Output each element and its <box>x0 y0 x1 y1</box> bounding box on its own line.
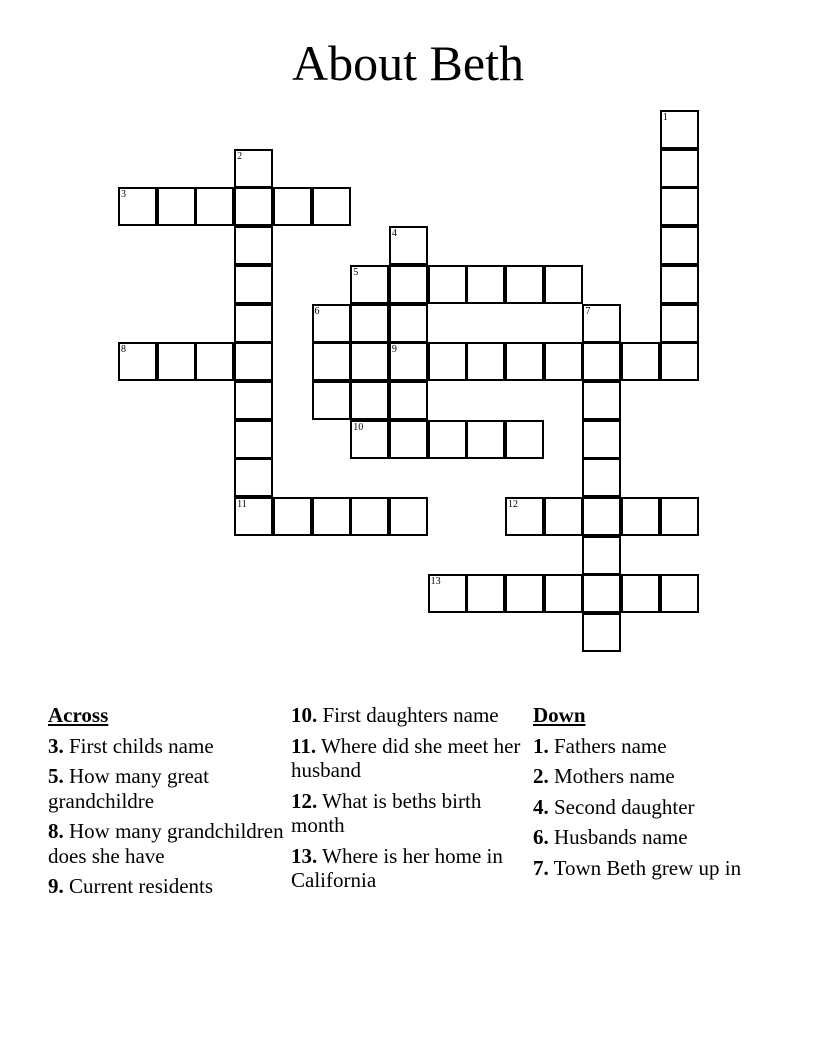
cell-number: 6 <box>314 305 320 317</box>
crossword-cell[interactable] <box>234 187 273 226</box>
across-clue <box>48 764 284 813</box>
clue-text: Where did she meet her husband <box>291 733 521 782</box>
crossword-cell[interactable] <box>312 187 351 226</box>
crossword-cell[interactable] <box>505 265 544 304</box>
clue-text: Mothers name <box>554 764 675 788</box>
clue-number: 2. <box>533 764 549 788</box>
across-clue <box>48 819 284 868</box>
crossword-cell[interactable] <box>582 381 621 420</box>
crossword-cell[interactable] <box>389 265 428 304</box>
crossword-cell[interactable] <box>466 265 505 304</box>
crossword-cell[interactable] <box>195 342 234 381</box>
crossword-cell[interactable] <box>660 574 699 613</box>
clue-number: 6. <box>533 825 549 849</box>
crossword-cell[interactable] <box>660 226 699 265</box>
crossword-cell[interactable] <box>466 342 505 381</box>
crossword-cell[interactable] <box>312 381 351 420</box>
crossword-cell[interactable] <box>621 574 660 613</box>
crossword-cell[interactable] <box>505 420 544 459</box>
cell-number: 4 <box>391 228 397 240</box>
down-heading: Down <box>533 703 586 727</box>
crossword-cell[interactable] <box>660 497 699 536</box>
crossword-cell[interactable] <box>582 342 621 381</box>
clue-number: 5. <box>48 764 64 788</box>
down-clue <box>533 856 769 881</box>
clue-text: How many grandchildren does she have <box>48 819 284 868</box>
crossword-cell[interactable] <box>544 497 583 536</box>
crossword-cell[interactable] <box>350 304 389 343</box>
crossword-cell[interactable] <box>118 342 157 381</box>
crossword-cell[interactable] <box>157 187 196 226</box>
crossword-cell[interactable] <box>234 304 273 343</box>
crossword-cell[interactable] <box>234 342 273 381</box>
crossword-cell[interactable] <box>350 381 389 420</box>
across-heading: Across <box>48 703 109 727</box>
crossword-cell[interactable] <box>312 497 351 536</box>
down-clue <box>533 764 769 789</box>
crossword-cell[interactable] <box>582 458 621 497</box>
clues-column-3 <box>533 703 769 886</box>
across-clue <box>291 703 527 728</box>
cell-number: 10 <box>353 421 364 433</box>
crossword-cell[interactable] <box>273 187 312 226</box>
clue-text: Where is her home in California <box>291 843 503 892</box>
clue-number: 7. <box>533 855 549 880</box>
crossword-cell[interactable] <box>389 304 428 343</box>
across-clue <box>48 734 284 759</box>
clues-column-1 <box>48 703 284 905</box>
clue-number: 11. <box>291 733 317 758</box>
crossword-cell[interactable] <box>350 265 389 304</box>
clue-text: First daughters name <box>322 703 499 727</box>
crossword-cell[interactable] <box>660 149 699 188</box>
crossword-cell[interactable] <box>389 420 428 459</box>
crossword-cell[interactable] <box>582 497 621 536</box>
clue-number: 3. <box>48 733 64 758</box>
down-clue <box>533 734 769 759</box>
cell-number: 8 <box>121 344 126 356</box>
across-clue <box>48 874 284 899</box>
crossword-cell[interactable] <box>312 342 351 381</box>
crossword-cell[interactable] <box>428 420 467 459</box>
crossword-cell[interactable] <box>660 342 699 381</box>
crossword-cell[interactable] <box>505 342 544 381</box>
clue-text: What is beths birth month <box>291 788 482 837</box>
clue-number: 9. <box>48 874 64 898</box>
clue-text: Second daughter <box>554 794 695 819</box>
clue-number: 4. <box>533 794 549 819</box>
crossword-cell[interactable] <box>234 497 273 536</box>
crossword-cell[interactable] <box>389 342 428 381</box>
crossword-cell[interactable] <box>660 304 699 343</box>
crossword-cell[interactable] <box>544 265 583 304</box>
crossword-cell[interactable] <box>350 420 389 459</box>
down-clue <box>533 825 769 850</box>
cell-number: 11 <box>237 499 247 510</box>
crossword-cell[interactable] <box>350 342 389 381</box>
clue-number: 1. <box>533 733 549 758</box>
cell-number: 1 <box>662 112 668 123</box>
cell-number: 12 <box>508 499 518 510</box>
clue-text: Fathers name <box>554 733 667 758</box>
clues-column-2 <box>291 703 527 899</box>
crossword-cell[interactable] <box>195 187 234 226</box>
crossword-cell[interactable] <box>118 187 157 226</box>
crossword-cell[interactable] <box>234 458 273 497</box>
crossword-cell[interactable] <box>389 226 428 265</box>
clue-number: 12. <box>291 788 318 813</box>
clue-text: How many great grandchildre <box>48 764 209 813</box>
crossword-cell[interactable] <box>582 536 621 575</box>
puzzle-title: About Beth <box>292 35 524 91</box>
crossword-cell[interactable] <box>273 497 312 536</box>
crossword-cell[interactable] <box>582 420 621 459</box>
crossword-cell[interactable] <box>312 304 351 343</box>
clue-number: 8. <box>48 819 64 843</box>
clue-text: First childs name <box>69 733 214 758</box>
crossword-cell[interactable] <box>428 265 467 304</box>
crossword-cell[interactable] <box>234 420 273 459</box>
clue-text: Husbands name <box>554 825 688 849</box>
clue-text: Current residents <box>69 874 214 898</box>
across-clue <box>291 734 527 783</box>
crossword-cell[interactable] <box>582 304 621 343</box>
crossword-cell[interactable] <box>466 574 505 613</box>
cell-number: 13 <box>430 576 441 588</box>
cell-number: 3 <box>121 189 126 201</box>
crossword-cell[interactable] <box>428 574 467 613</box>
cell-number: 5 <box>353 266 359 278</box>
crossword-cell[interactable] <box>234 226 273 265</box>
down-clue <box>533 795 769 820</box>
across-clue <box>291 789 527 838</box>
crossword-cell[interactable] <box>660 110 699 149</box>
clue-number: 13. <box>291 843 318 868</box>
crossword-cell[interactable] <box>660 187 699 226</box>
crossword-cell[interactable] <box>389 497 428 536</box>
crossword-cell[interactable] <box>234 149 273 188</box>
crossword-cell[interactable] <box>621 497 660 536</box>
clue-text: Town Beth grew up in <box>553 855 742 880</box>
crossword-cell[interactable] <box>389 381 428 420</box>
crossword-cell[interactable] <box>466 420 505 459</box>
crossword-cell[interactable] <box>234 265 273 304</box>
crossword-cell[interactable] <box>505 497 544 536</box>
across-clue <box>291 844 527 893</box>
crossword-cell[interactable] <box>582 574 621 613</box>
crossword-cell[interactable] <box>350 497 389 536</box>
cell-number: 9 <box>391 344 397 356</box>
crossword-cell[interactable] <box>582 613 621 652</box>
crossword-cell[interactable] <box>428 342 467 381</box>
crossword-cell[interactable] <box>157 342 196 381</box>
cell-number: 2 <box>237 150 243 162</box>
crossword-cell[interactable] <box>660 265 699 304</box>
crossword-cell[interactable] <box>544 574 583 613</box>
crossword-cell[interactable] <box>234 381 273 420</box>
crossword-cell[interactable] <box>505 574 544 613</box>
crossword-cell[interactable] <box>621 342 660 381</box>
crossword-cell[interactable] <box>544 342 583 381</box>
cell-number: 7 <box>585 305 591 317</box>
clue-number: 10. <box>291 703 318 727</box>
